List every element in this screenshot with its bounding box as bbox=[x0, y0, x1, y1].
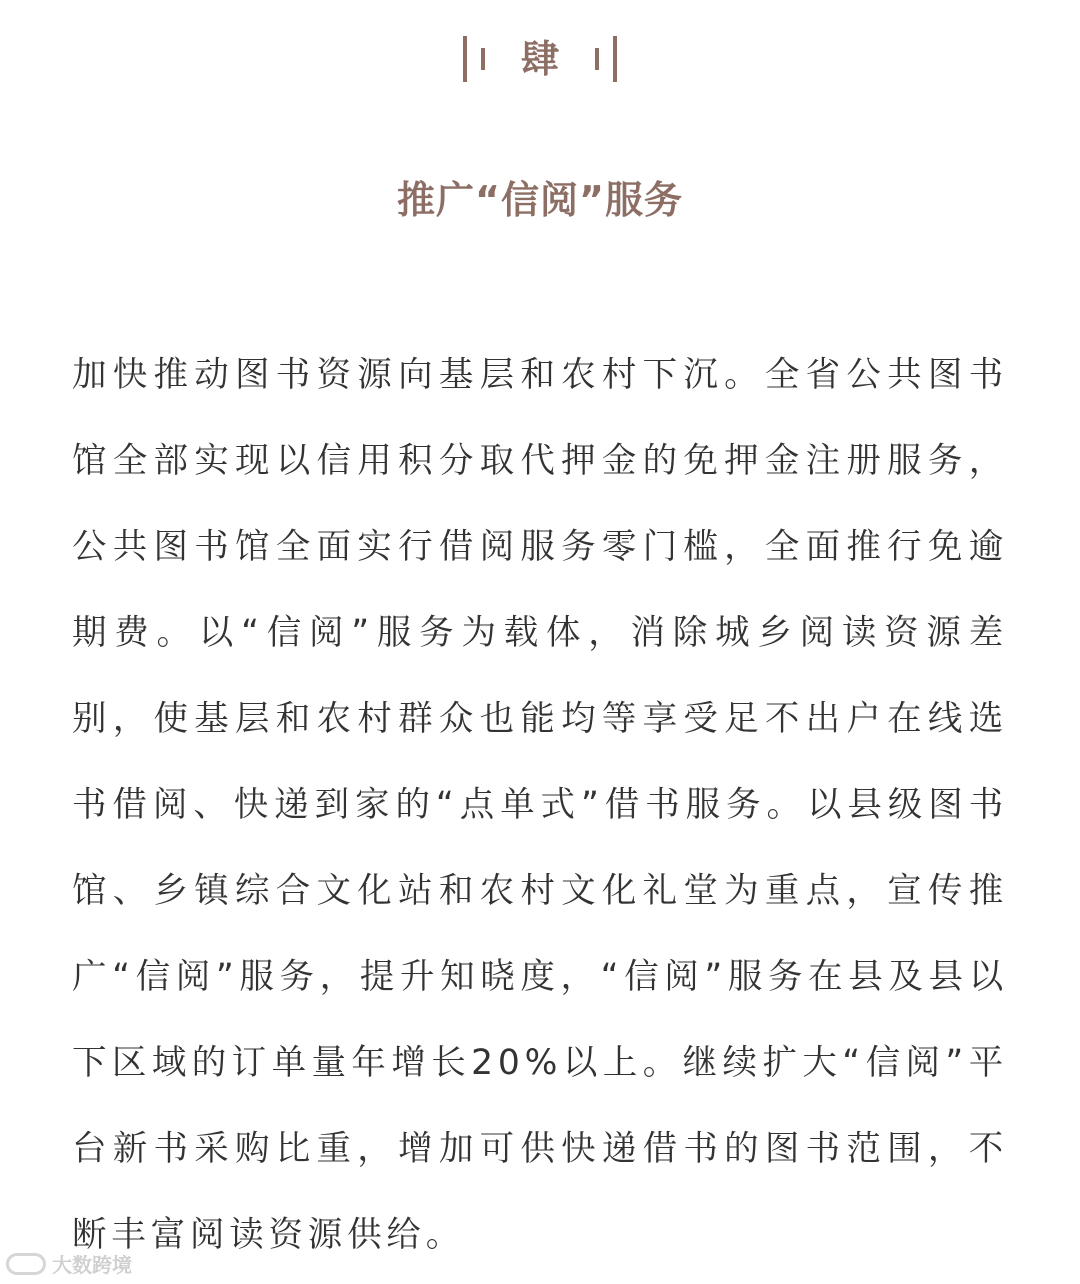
watermark-text: 大数跨境 bbox=[52, 1253, 132, 1277]
divider-bar bbox=[463, 36, 467, 82]
body-paragraph: 加快推动图书资源向基层和农村下沉。全省公共图书馆全部实现以信用积分取代押金的免押金注册服务，公共图书馆全面实行借阅服务零门槛，全面推行免逾期费。以“信阅”服务为载体，消除城乡阅读资源差别，使基层和农村群众也能均等享受足不出户在线选书借阅、快递到家的“点单式”借书服务。以县级图书馆、乡镇综合文化站和农村文化礼堂为重点，宣传推广“信阅”服务，提升知晓度，“信阅”服务在县及县以下区域的订单量年增长20%以上。继续扩大“信阅”平台新书采购比重，增加可供快递借书的图书范围，不断丰富阅读资源供给。 bbox=[72, 355, 1008, 1255]
section-marker bbox=[0, 36, 1080, 82]
divider-bar bbox=[595, 48, 599, 70]
divider-bar bbox=[481, 48, 485, 70]
section-title: 推广“信阅”服务 bbox=[397, 178, 683, 222]
section-numeral: 肆 bbox=[520, 37, 559, 81]
infinity-logo-icon bbox=[6, 1253, 46, 1275]
watermark bbox=[6, 1249, 132, 1278]
divider-bar bbox=[613, 36, 617, 82]
